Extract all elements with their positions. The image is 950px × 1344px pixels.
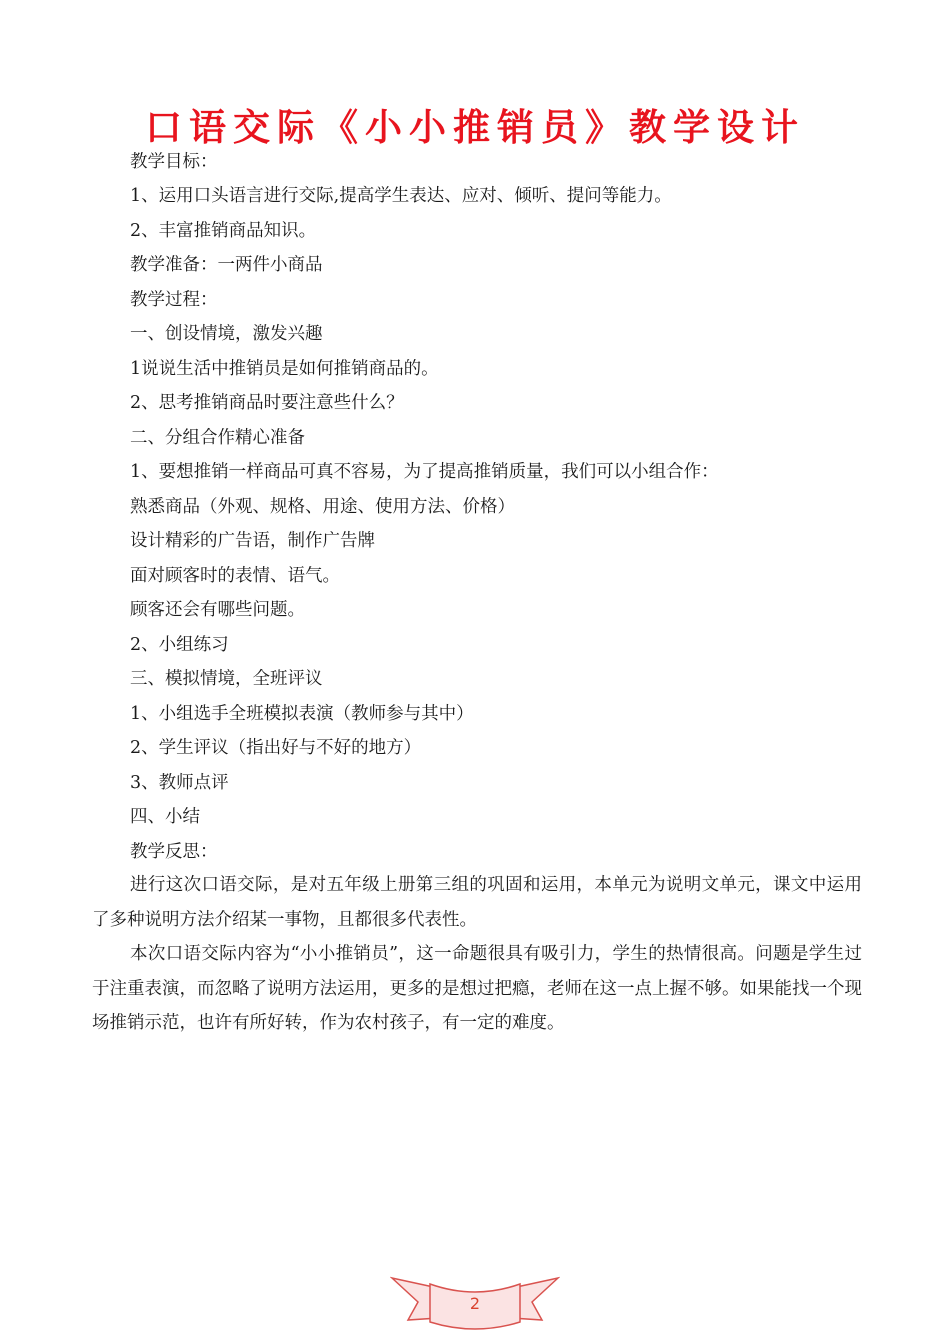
text-line: 四、小结: [130, 807, 200, 827]
text-line: 教学过程：: [130, 290, 218, 310]
body-paragraph: 进行这次口语交际，是对五年级上册第三组的巩固和运用，本单元为说明文单元，课文中运用了多种说明方法介绍某一事物，且都很多代表性。: [92, 875, 862, 930]
page-number: 2: [469, 1294, 481, 1313]
text-line: 2、学生评议（指出好与不好的地方）: [130, 738, 422, 758]
text-line: 设计精彩的广告语，制作广告牌: [130, 531, 375, 551]
text-line: 教学准备：一两件小商品: [130, 255, 323, 275]
page-number-ribbon: [390, 1270, 560, 1336]
text-line: 面对顾客时的表情、语气。: [130, 566, 340, 586]
text-line: 教学反思：: [130, 842, 218, 862]
text-line: 2、思考推销商品时要注意些什么？: [130, 393, 404, 413]
text-line: 教学目标：: [130, 152, 218, 172]
body-paragraph: 本次口语交际内容为“小小推销员”，这一命题很具有吸引力，学生的热情很高。问题是学生过于注重表演，而忽略了说明方法运用，更多的是想过把瘾，老师在这一点上握不够。如果能找一个现场推销示范，也许有所好转，作为农村孩子，有一定的难度。: [92, 944, 862, 1033]
text-line: 1、要想推销一样商品可真不容易，为了提高推销质量，我们可以小组合作：: [130, 462, 719, 482]
text-line: 1说说生活中推销员是如何推销商品的。: [130, 359, 439, 379]
text-line: 二、分组合作精心准备: [130, 428, 305, 448]
text-line: 熟悉商品（外观、规格、用途、使用方法、价格）: [130, 497, 515, 517]
document-title: 口语交际《小小推销员》教学设计: [145, 106, 805, 149]
text-line: 三、模拟情境，全班评议: [130, 669, 323, 689]
text-line: 2、丰富推销商品知识。: [130, 221, 317, 241]
text-line: 2、小组练习: [130, 635, 229, 655]
text-line: 顾客还会有哪些问题。: [130, 600, 305, 620]
text-line: 一、创设情境，激发兴趣: [130, 324, 323, 344]
text-line: 1、运用口头语言进行交际,提高学生表达、应对、倾听、提问等能力。: [130, 186, 672, 206]
text-line: 1、小组选手全班模拟表演（教师参与其中）: [130, 704, 474, 724]
text-line: 3、教师点评: [130, 773, 229, 793]
